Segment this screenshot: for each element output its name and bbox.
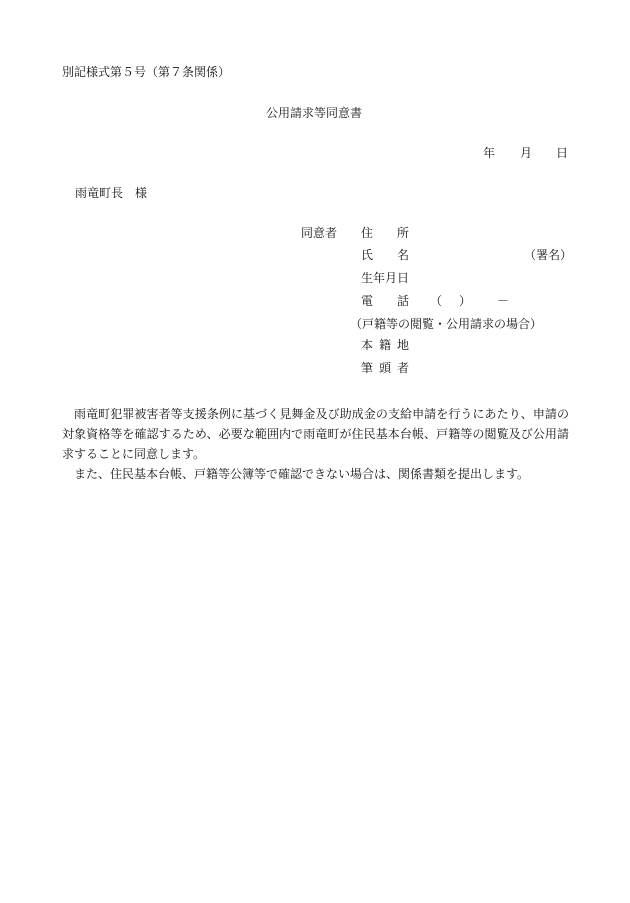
phone-dash: －: [497, 294, 510, 308]
name-label-char: 名: [396, 248, 409, 262]
consent-body: [62, 404, 569, 484]
birthdate-label-text: 生年月日: [361, 271, 410, 285]
address-label: [361, 227, 409, 239]
hittou-label-char: 者: [396, 361, 409, 375]
date-day-label: 日: [556, 146, 569, 160]
honseki-label-char: 籍: [378, 338, 391, 352]
honseki-label-char: 本: [361, 338, 374, 352]
phone-label-char: 話: [396, 294, 409, 308]
hittou-label-char: 頭: [378, 361, 391, 375]
signature-note: （署名）: [524, 248, 573, 262]
phone-label: [361, 295, 409, 307]
form-number: 別記様式第５号（第７条関係）: [62, 65, 231, 79]
consent-paragraph: 雨竜町犯罪被害者等支援条例に基づく見舞金及び助成金の支給申請を行うにあたり、申請の対象資格等を確認するため、必要な範囲内で雨竜町が住民基本台帳、戸籍等の閲覧及び公用請求することに同意します。: [62, 407, 569, 461]
name-label-char: 氏: [361, 248, 374, 262]
name-label: [361, 249, 409, 261]
address-label-char: 住: [361, 226, 374, 240]
date-year-label: 年: [483, 146, 496, 160]
phone-area-paren-close: ）: [459, 294, 472, 308]
date-month-label: 月: [520, 146, 533, 160]
hittou-label-char: 筆: [361, 361, 374, 375]
consent-paragraph: また、住民基本台帳、戸籍等公簿等で確認できない場合は、関係書類を提出します。: [74, 467, 530, 481]
birthdate-label: [361, 272, 409, 284]
honseki-label: [361, 339, 409, 351]
honseki-label-char: 地: [396, 338, 409, 352]
consenter-label: 同意者: [301, 226, 338, 240]
phone-area-paren-open: （: [430, 294, 443, 308]
document-title: 公用請求等同意書: [266, 106, 363, 120]
addressee: 雨竜町長 様: [75, 186, 148, 200]
hittou-label: [361, 362, 409, 374]
address-label-char: 所: [396, 226, 409, 240]
phone-label-char: 電: [361, 294, 374, 308]
family-register-note: （戸籍等の閲覧・公用請求の場合）: [350, 317, 543, 331]
